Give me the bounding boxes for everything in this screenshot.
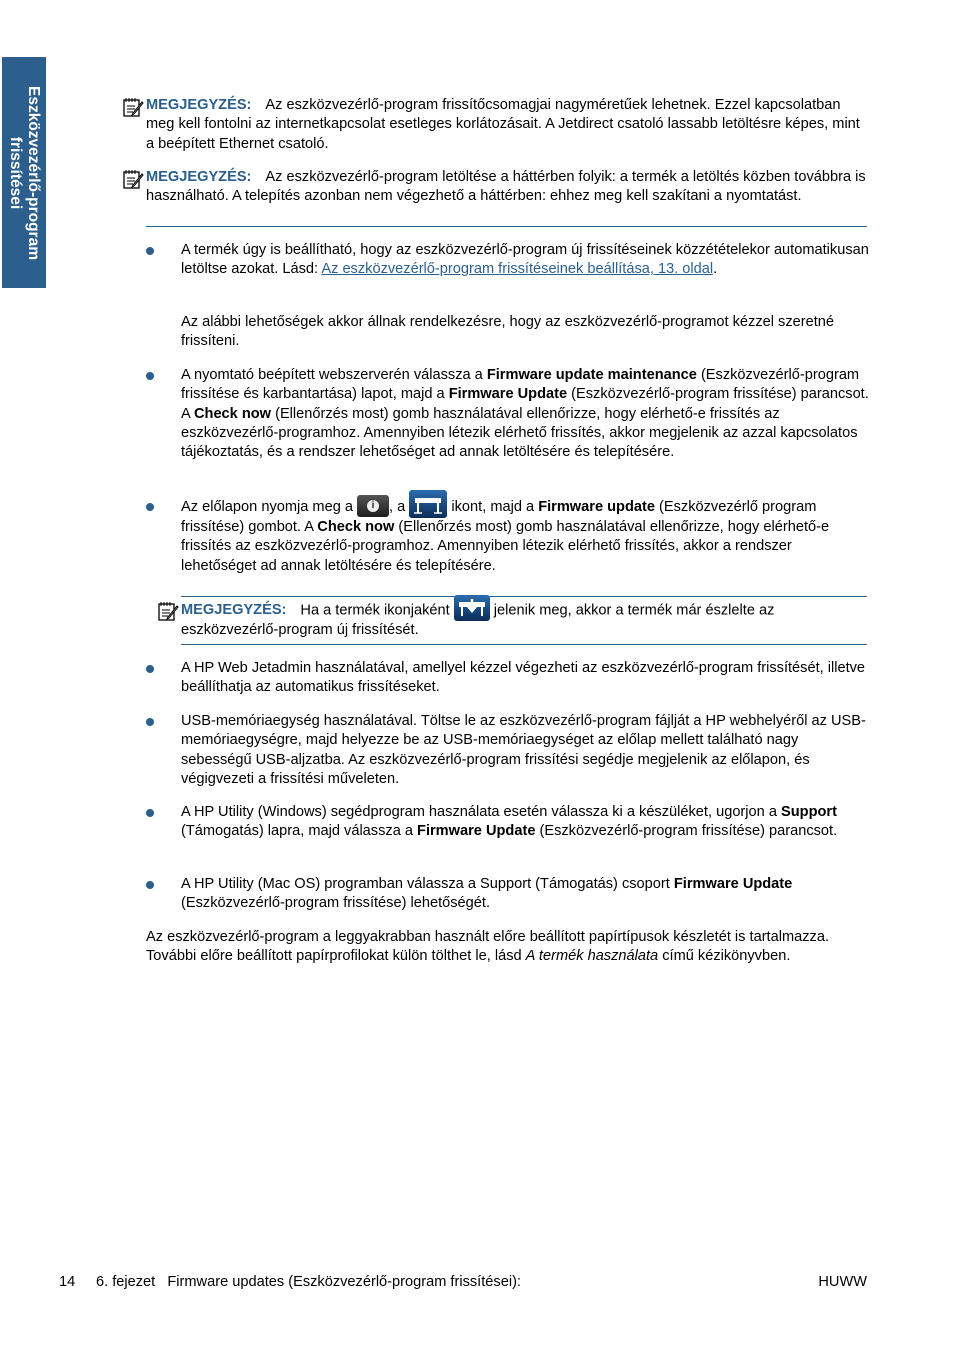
printer-icon xyxy=(409,490,447,518)
bullet-dot xyxy=(146,809,154,817)
note-label: MEGJEGYZÉS: xyxy=(146,169,252,185)
bullet-dot xyxy=(146,665,154,673)
bullet-7-text xyxy=(181,875,869,914)
b3-t5: (Ellenőrzés most) gomb használatával ellenőrizze, hogy elérhető-e frissítés az eszközvezérlő-programhoz. Amennyiben létezik elérhető frissítés, akkor a rendszer lehetőséget ad annak letöltésére és telepítésére. xyxy=(181,519,830,574)
b3-t3: ikont, majd a xyxy=(447,498,539,515)
manual-update-intro: Az alábbi lehetőségek akkor állnak rendelkezésre, hogy az eszközvezérlő-programot kézzel szeretné frissíteni. xyxy=(181,314,835,350)
b2-k3: Check now xyxy=(193,405,272,422)
bullet-3-text xyxy=(181,496,869,576)
b6-t1: A HP Utility (Windows) segédprogram használata esetén válassza ki a készüléket, ugorjon a xyxy=(181,804,781,820)
bullet-1-body: A termék úgy is beállítható, hogy az eszközvezérlő-program új frissítéseinek közzétételekor automatikusan letöltse azokat. Lásd: xyxy=(181,242,869,278)
note-divider xyxy=(181,644,867,645)
note-3 xyxy=(181,600,867,640)
bullet-dot xyxy=(146,718,154,726)
bullet-dot xyxy=(146,372,154,380)
footer-locale: HUWW xyxy=(818,1274,867,1290)
side-tab-line2: frissítései xyxy=(7,136,24,209)
bullet-dot xyxy=(146,503,154,511)
b3-k1: Firmware update xyxy=(538,498,655,515)
bullet-2-text xyxy=(181,366,869,462)
note-1-text: Az eszközvezérlő-program frissítőcsomagjai nagyméretűek lehetnek. Ezzel kapcsolatban meg kell fontolni az internetkapcsolat esetleges korlátozásait. A Jetdirect csatoló lassabb letöltésre képes, mint a beépített Ethernet csatoló. xyxy=(146,97,860,152)
b6-k2: Firmware Update xyxy=(417,823,536,840)
auto-update-link[interactable]: Az eszközvezérlő-program frissítéseinek beállítása, 13. oldal xyxy=(321,261,714,278)
note-3-t2: jelenik meg, akkor a termék már észlelte az eszközvezérlő-program új frissítését. xyxy=(181,602,775,638)
b3-t1: Az előlapon nyomja meg a xyxy=(181,498,358,515)
bullet-5-text: USB-memóriaegység használatával. Töltse le az eszközvezérlő-program fájlját a HP webhelyéről az USB-memóriaegységre, majd helyezze be az USB-memóriaegységet az előlap mellett található nagy sebességű USB-aljzatba. Az eszközvezérlő-program frissítési segédje megjelenik az előlapon, és végigvezeti a frissítési műveleten. xyxy=(181,713,866,787)
b2-t4: (Ellenőrzés most) gomb használatával ellenőrizze, hogy elérhető-e frissítés az eszközvezérlő-programhoz. Amennyiben létezik elérhető frissítés, akkor megjelenik az azzal kapcsolatos tájékoztatás, és a rendszer lehetőséget ad annak letöltésére és telepítésére. xyxy=(181,405,858,461)
bullet-dot xyxy=(146,881,154,889)
b3-t2: , a xyxy=(389,498,410,515)
b2-k1: Firmware update maintenance xyxy=(486,367,697,383)
footer-chapter: 6. fejezet Firmware updates (Eszközvezérlő-program frissítései): xyxy=(96,1274,521,1290)
b6-k1: Support xyxy=(781,804,837,820)
bullet-1-text xyxy=(181,241,869,280)
note-2 xyxy=(146,168,868,207)
b3-t4: (Eszközvezérlő program frissítése) gombot. A xyxy=(181,498,817,535)
note-divider xyxy=(181,596,867,597)
b2-t2: (Eszközvezérlő-program frissítése és karbantartása) lapot, majd a xyxy=(181,367,860,403)
b6-t3: (Eszközvezérlő-program frissítése) parancsot. xyxy=(535,823,838,840)
chapter-side-tab xyxy=(2,57,46,288)
bullet-6-text xyxy=(181,803,869,842)
b2-k2: Firmware Update xyxy=(448,386,568,403)
info-button-icon: i xyxy=(357,495,389,517)
b7-t1: A HP Utility (Mac OS) programban válassza a Support (Támogatás) csoport xyxy=(181,876,674,892)
update-available-icon xyxy=(454,595,490,621)
b7-t2: (Eszközvezérlő-program frissítése) lehetőségét. xyxy=(181,895,491,912)
closing-t2: című kézikönyvben. xyxy=(658,948,791,965)
b2-t3: (Eszközvezérlő-program frissítése) parancsot. A xyxy=(181,386,869,422)
page-number: 14 xyxy=(59,1274,76,1290)
b7-k1: Firmware Update xyxy=(673,876,793,892)
note-icon xyxy=(122,168,144,190)
bullet-dot xyxy=(146,247,154,255)
note-3-t1: Ha a termék ikonjaként xyxy=(300,602,454,619)
closing-t1: Az eszközvezérlő-program a leggyakrabban használt előre beállított papírtípusok készletét is tartalmazza. További előre beállított papírprofilokat külön tölthet le, lásd xyxy=(146,929,830,965)
note-1 xyxy=(146,96,868,154)
b3-k2: Check now xyxy=(317,519,395,535)
note-divider xyxy=(146,226,867,227)
bullet-1-end: . xyxy=(713,261,718,278)
note-2-text: Az eszközvezérlő-program letöltése a háttérben folyik: a termék a letöltés közben továbbra is használható. A telepítés azonban nem végezhető a háttérben: ehhez meg kell szakítani a nyomtatást. xyxy=(146,169,866,205)
side-tab-line1: Eszközvezérlő-program xyxy=(25,85,42,260)
b2-t1: A nyomtató beépített webszerverén válassza a xyxy=(181,367,487,383)
closing-paragraph xyxy=(146,928,868,967)
note-label: MEGJEGYZÉS: xyxy=(146,97,252,113)
note-icon xyxy=(122,96,144,118)
note-icon xyxy=(157,600,179,622)
bullet-4-text: A HP Web Jetadmin használatával, amellyel kézzel végezheti az eszközvezérlő-program frissítését, illetve beállíthatja az automatikus frissítéseket. xyxy=(181,660,866,696)
manual-title: A termék használata xyxy=(525,948,659,965)
note-label: MEGJEGYZÉS: xyxy=(181,602,287,619)
b6-t2: (Támogatás) lapra, majd válassza a xyxy=(181,823,418,840)
